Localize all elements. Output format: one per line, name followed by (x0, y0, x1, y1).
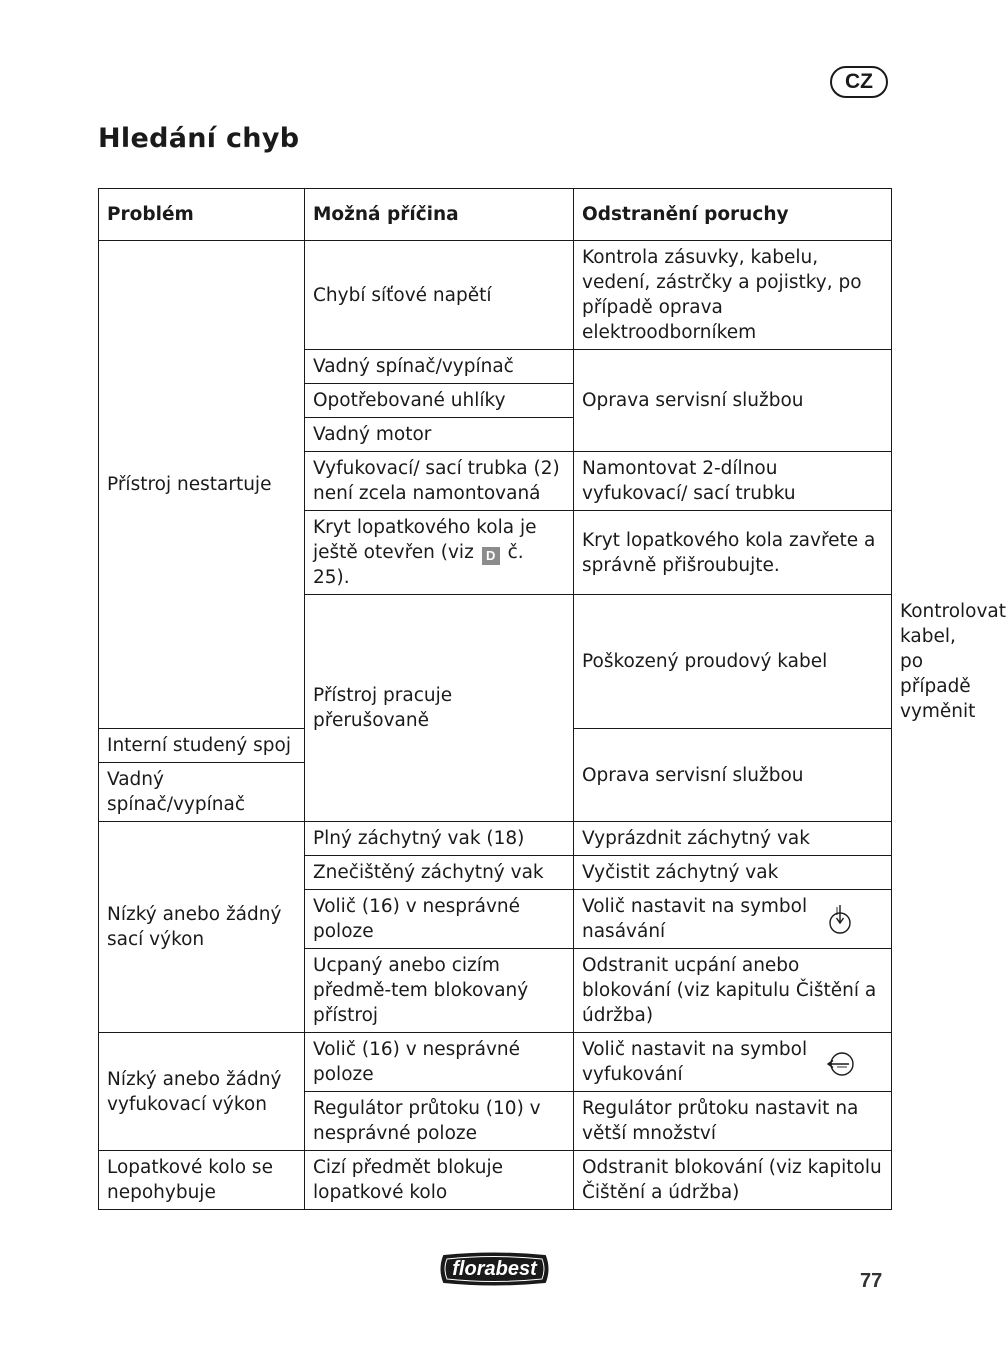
table-row (99, 1151, 892, 1210)
table-header-row (99, 189, 892, 241)
page-number: 77 (860, 1270, 883, 1292)
remedy-cell: Kontrola zásuvky, kabelu, vedení, zástrčky a pojistky, po případě oprava elektroodborníkem (574, 241, 892, 350)
remedy-cell: Odstranit ucpání anebo blokování (viz kapitulu Čištění a údržba) (574, 949, 892, 1033)
cause-cell: Vadný spínač/vypínač (305, 350, 574, 384)
cause-cell: Interní studený spoj (99, 729, 305, 763)
cause-cell: Znečištěný záchytný vak (305, 856, 574, 890)
header-cause: Možná příčina (305, 189, 574, 241)
header-problem: Problém (99, 189, 305, 241)
remedy-cell: Oprava servisní službou (574, 350, 892, 452)
logo-text: florabest (452, 1258, 537, 1280)
cause-cell: Vyfukovací/ sací trubka (2) není zcela namontovaná (305, 452, 574, 511)
problem-cell: Lopatkové kolo se nepohybuje (99, 1151, 305, 1210)
remedy-cell (574, 1033, 892, 1092)
remedy-cell (574, 890, 892, 949)
cause-cell: Chybí síťové napětí (305, 241, 574, 350)
cause-text-suffix: č. 25). (313, 542, 524, 588)
cause-cell: Opotřebované uhlíky (305, 384, 574, 418)
cause-cell: Poškozený proudový kabel (574, 595, 892, 729)
table-row (99, 822, 892, 856)
problem-cell: Nízký anebo žádný sací výkon (99, 822, 305, 1033)
language-badge: CZ (830, 66, 888, 98)
cause-cell: Vadný spínač/vypínač (99, 763, 305, 822)
remedy-cell: Vyprázdnit záchytný vak (574, 822, 892, 856)
remedy-text: Volič nastavit na symbol nasávání (582, 896, 808, 942)
cause-cell: Volič (16) v nesprávné poloze (305, 1033, 574, 1092)
table-row (99, 241, 892, 350)
cause-text: Kryt lopatkového kola je ještě otevřen (viz (313, 517, 537, 563)
remedy-cell: Vyčistit záchytný vak (574, 856, 892, 890)
problem-cell: Přístroj nestartuje (99, 241, 305, 729)
page-title: Hledání chyb (98, 123, 300, 154)
remedy-cell: Oprava servisní službou (574, 729, 892, 822)
cause-cell: Volič (16) v nesprávné poloze (305, 890, 574, 949)
table-row (99, 1033, 892, 1092)
remedy-cell: Namontovat 2-dílnou vyfukovací/ sací trubku (574, 452, 892, 511)
suction-symbol-icon (825, 903, 855, 935)
blow-symbol-icon (825, 1046, 855, 1078)
table-row: Přístroj pracuje přerušovaně Poškozený proudový kabel Kontrolovat kabel, po případě vyměnit (99, 595, 892, 729)
problem-cell: Přístroj pracuje přerušovaně (305, 595, 574, 822)
header-remedy: Odstranění poruchy (574, 189, 892, 241)
cause-cell: Cizí předmět blokuje lopatkové kolo (305, 1151, 574, 1210)
remedy-cell: Kryt lopatkového kola zavřete a správně přišroubujte. (574, 511, 892, 595)
remedy-cell: Regulátor průtoku nastavit na větší množství (574, 1092, 892, 1151)
cause-cell: Regulátor průtoku (10) v nesprávné poloze (305, 1092, 574, 1151)
cause-cell: Vadný motor (305, 418, 574, 452)
cause-cell: Plný záchytný vak (18) (305, 822, 574, 856)
remedy-text: Volič nastavit na symbol vyfukování (582, 1039, 808, 1085)
troubleshooting-table (98, 188, 1006, 1210)
florabest-logo (438, 1250, 551, 1288)
problem-cell: Nízký anebo žádný vyfukovací výkon (99, 1033, 305, 1151)
remedy-cell: Odstranit blokování (viz kapitolu Čištění a údržba) (574, 1151, 892, 1210)
section-d-badge: D (482, 547, 500, 565)
cause-cell (305, 511, 574, 595)
cause-cell: Ucpaný anebo cizím předmě-tem blokovaný přístroj (305, 949, 574, 1033)
